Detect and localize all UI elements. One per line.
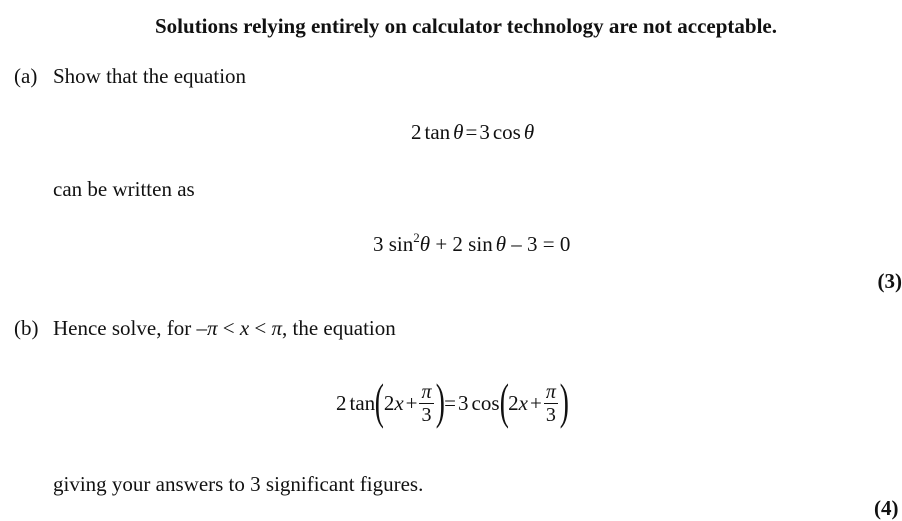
part-a-label: (a) <box>14 64 38 88</box>
frac-denominator: 3 <box>545 403 556 426</box>
eq1-rhs-coef: 3 <box>479 120 490 144</box>
eq1-lhs-coef: 2 <box>411 120 422 144</box>
left-paren-1: ( <box>374 373 385 429</box>
giving-answers-text: giving your answers to 3 significant figures. <box>53 472 424 496</box>
equation-1 <box>411 120 534 145</box>
part-a-prompt: Show that the equation <box>53 64 247 88</box>
part-b-prompt-pre: Hence solve, for – <box>53 316 207 340</box>
part-b-prompt <box>53 316 396 341</box>
part-b-lt-2: < <box>249 316 272 340</box>
eq1-equals: = <box>465 120 478 144</box>
eq2-var-2: θ <box>495 232 507 256</box>
marks-part-a: (3) <box>877 269 902 293</box>
part-b-x: x <box>239 316 250 340</box>
equation-2 <box>373 232 570 257</box>
eq1-var-2: θ <box>523 120 535 144</box>
eq3-equals: = <box>444 390 457 415</box>
eq2-term-3: – 3 = 0 <box>506 232 571 256</box>
right-paren-1: ) <box>435 373 445 429</box>
can-be-written-text: can be written as <box>53 177 195 201</box>
eq3-inner-a-1: 2 <box>383 390 395 415</box>
eq3-lhs-coef: 2 <box>336 390 347 415</box>
eq2-var-1: θ <box>419 232 431 256</box>
part-b-pi-2: π <box>271 316 283 340</box>
eq3-plus-2: + <box>530 390 542 415</box>
eq3-rhs-coef: 3 <box>458 390 469 415</box>
fraction-pi-over-3-1 <box>419 381 433 426</box>
eq2-exponent: 2 <box>413 230 420 245</box>
frac-numerator: π <box>545 380 556 403</box>
frac-numerator: π <box>421 380 432 403</box>
eq1-var-1: θ <box>453 120 464 144</box>
eq2-term-2: + 2 sin <box>430 232 493 256</box>
eq3-inner-a-2: 2 <box>508 390 519 415</box>
marks-part-b: (4) <box>874 496 899 520</box>
equation-3 <box>336 372 569 434</box>
part-b-prompt-post: , the equation <box>282 316 396 340</box>
eq3-rhs-fn: cos <box>471 390 500 415</box>
eq2-term-1: 3 sin <box>373 232 414 256</box>
part-b-label: (b) <box>14 316 39 340</box>
left-paren-2: ( <box>499 373 509 429</box>
eq3-inner-x-1: x <box>394 390 404 415</box>
fraction-pi-over-3-2 <box>544 381 558 426</box>
eq3-inner-x-2: x <box>518 390 528 415</box>
eq3-plus-1: + <box>405 390 418 415</box>
frac-denominator: 3 <box>421 403 432 426</box>
eq3-lhs-fn: tan <box>349 390 376 415</box>
part-b-lt-1: < <box>217 316 240 340</box>
eq1-lhs-fn: tan <box>424 120 451 144</box>
part-b-pi-1: π <box>206 316 218 340</box>
instruction-header: Solutions relying entirely on calculator technology are not acceptable. <box>155 14 777 38</box>
right-paren-2: ) <box>559 373 569 429</box>
eq1-rhs-fn: cos <box>492 120 521 144</box>
